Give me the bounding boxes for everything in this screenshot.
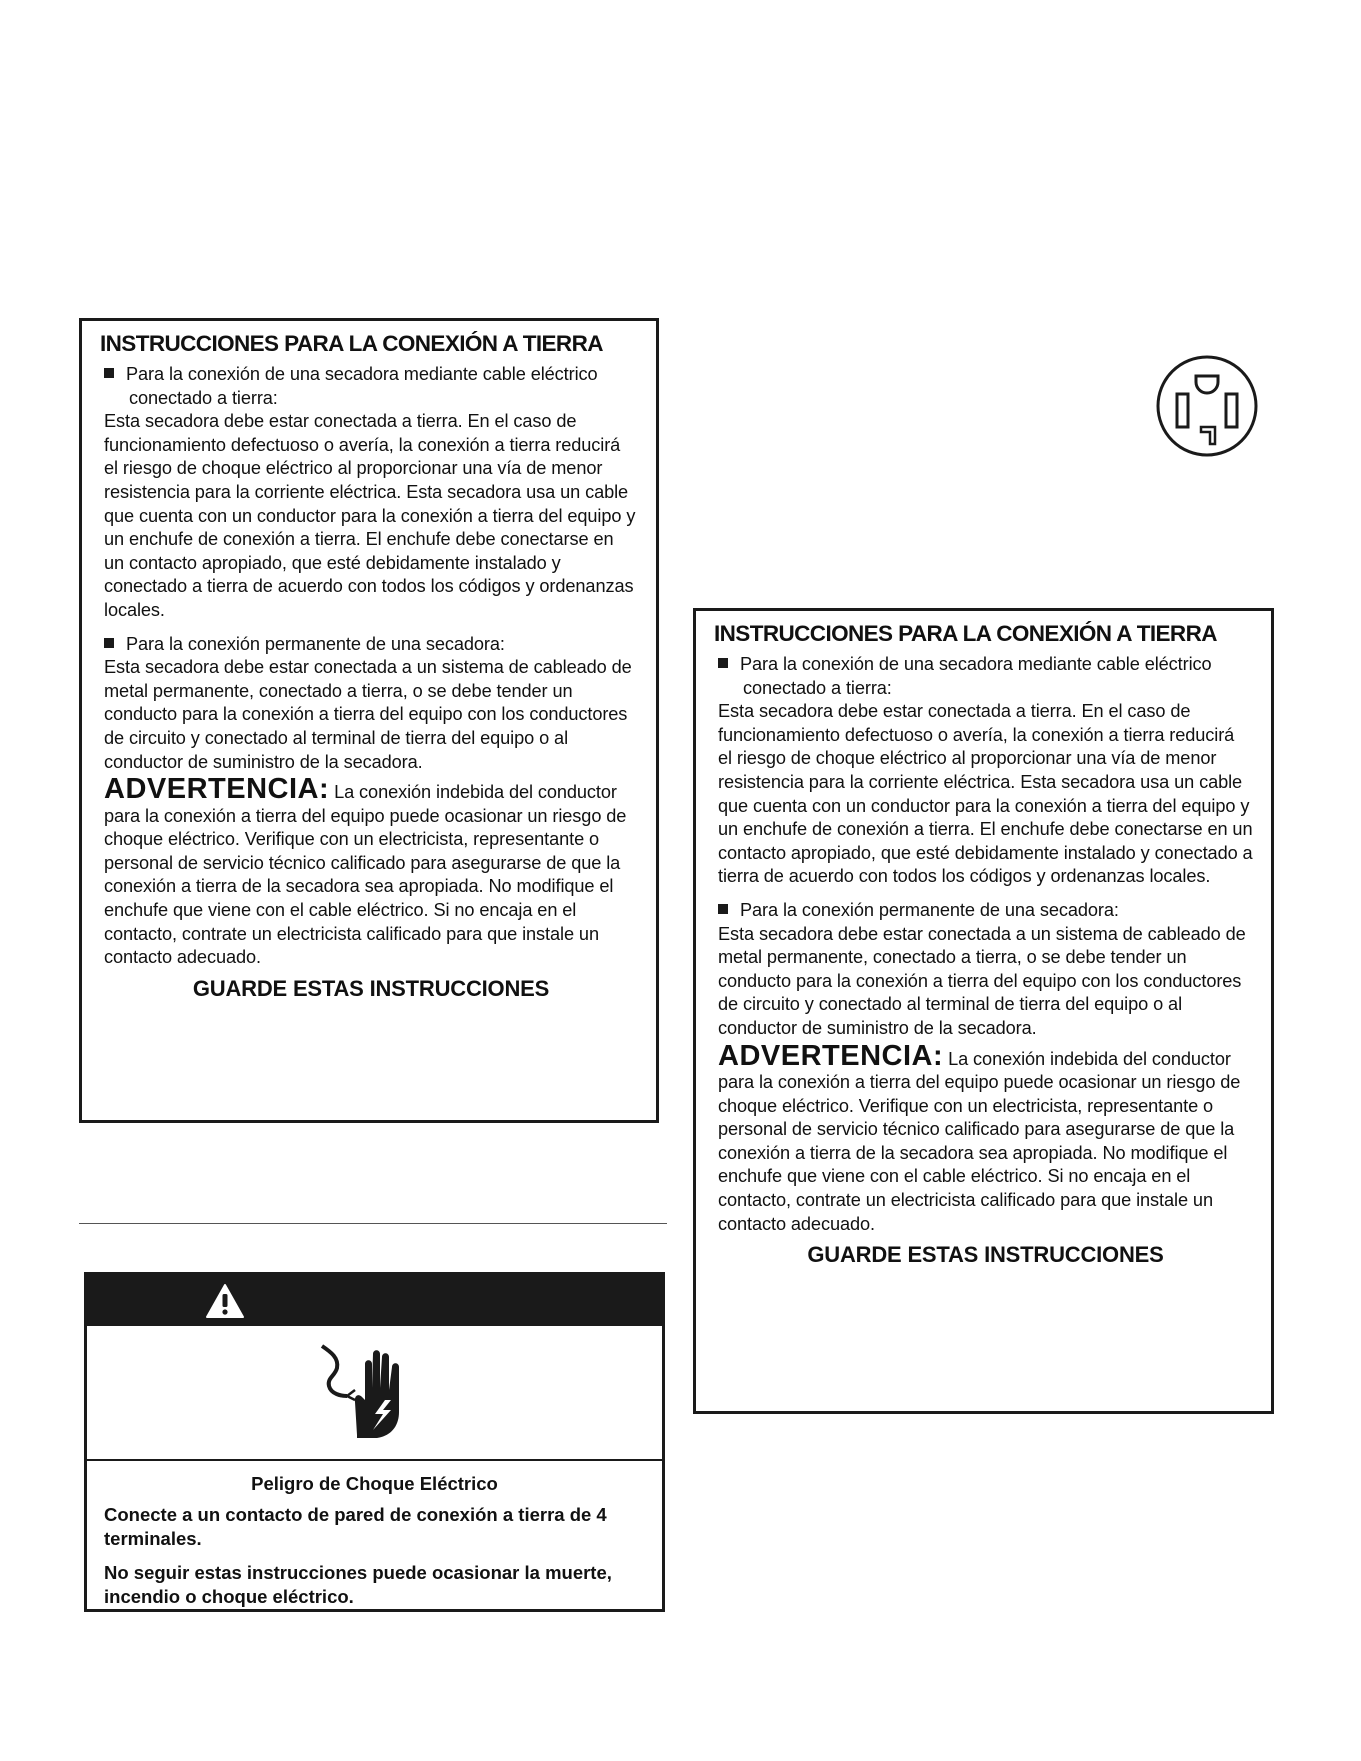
bullet-square-icon	[718, 904, 728, 914]
consequence-warning: No seguir estas instrucciones puede ocasionar la muerte, incendio o choque eléctrico.	[104, 1562, 612, 1607]
grounding-title: INSTRUCCIONES PARA LA CONEXIÓN A TIERRA	[100, 331, 603, 356]
bullet-square-icon	[718, 658, 728, 668]
save-instructions: GUARDE ESTAS INSTRUCCIONES	[807, 1242, 1164, 1268]
connect-instruction: Conecte a un contacto de pared de conexión a tierra de 4 terminales.	[104, 1504, 607, 1549]
shock-hazard-caption: Peligro de Choque Eléctrico	[251, 1473, 498, 1494]
warning-word: ADVERTENCIA:	[718, 1039, 944, 1072]
electric-shock-warning-box	[84, 1272, 665, 1612]
cord-connected-text: Esta secadora debe estar conectada a tierra. En el caso de funcionamiento defectuoso o avería, la conexión a tierra reducirá el riesgo de choque eléctrico al proporcionar una vía de menor resistencia para la corriente eléctrica. Esta secadora usa un cable que cuenta con un conductor para la conexión a tierra del equipo y un enchufe de conexión a tierra. El enchufe debe conectarse en un contacto apropiado, que esté debidamente instalado y conectado a tierra de acuerdo con todos los códigos y ordenanzas locales.	[104, 411, 636, 620]
grounding-instructions-box-left	[79, 318, 659, 1123]
permanent-text: Esta secadora debe estar conectada a un sistema de cableado de metal permanente, conectado a tierra, o se debe tender un conducto para la conexión a tierra del equipo con los conductores de circuito y conectado al terminal de tierra del equipo o al conductor de suministro de la secadora.	[718, 923, 1246, 1038]
warning-paragraph: ADVERTENCIA: La conexión indebida del conductor para la conexión a tierra del equipo puede ocasionar un riesgo de choque eléctrico. Verifique con un electricista, representante o personal de servicio técnico calificado para asegurarse de que la conexión a tierra de la secadora sea apropiada. No modifique el enchufe que viene con el cable eléctrico. Si no encaja en el contacto, contrate un electricista calificado para que instale un contacto adecuado.	[104, 773, 627, 968]
save-instructions: GUARDE ESTAS INSTRUCCIONES	[192, 975, 550, 1001]
warning-header-band	[87, 1275, 662, 1326]
permanent-text: Esta secadora debe estar conectada a un sistema de cableado de metal permanente, conectado a tierra, o se debe tender un conducto para la conexión a tierra del equipo con los conductores de circuito y conectado al terminal de tierra del equipo o al conductor de suministro de la secadora.	[104, 657, 632, 772]
bullet-permanent: Para la conexión permanente de una secadora:	[718, 899, 1253, 923]
grounding-title: INSTRUCCIONES PARA LA CONEXIÓN A TIERRA	[714, 621, 1217, 646]
cord-connected-text: Esta secadora debe estar conectada a tierra. En el caso de funcionamiento defectuoso o avería, la conexión a tierra reducirá el riesgo de choque eléctrico al proporcionar una vía de menor resistencia para la corriente eléctrica. Esta secadora usa un cable que cuenta con un conductor para la conexión a tierra del equipo y un enchufe de conexión a tierra. El enchufe debe conectarse en un contacto apropiado, que esté debidamente instalado y conectado a tierra de acuerdo con todos los códigos y ordenanzas locales.	[718, 701, 1253, 887]
warning-word: ADVERTENCIA:	[104, 773, 330, 806]
bullet-square-icon	[104, 638, 114, 648]
electric-shock-hand-icon	[317, 1340, 417, 1450]
bullet-cord-connected: Para la conexión de una secadora mediante cable eléctrico conectado a tierra:	[718, 653, 1253, 700]
shock-icon-area	[87, 1326, 662, 1461]
warning-paragraph: ADVERTENCIA: La conexión indebida del conductor para la conexión a tierra del equipo puede ocasionar un riesgo de choque eléctrico. Verifique con un electricista, representante o personal de servicio técnico calificado para asegurarse de que la conexión a tierra de la secadora sea apropiada. No modifique el enchufe que viene con el cable eléctrico. Si no encaja en el contacto, contrate un electricista calificado para que instale un contacto adecuado.	[718, 1039, 1241, 1234]
bullet-permanent: Para la conexión permanente de una secadora:	[104, 633, 638, 657]
section-divider	[79, 1223, 667, 1224]
bullet-cord-connected: Para la conexión de una secadora mediante cable eléctrico conectado a tierra:	[104, 363, 638, 410]
grounding-instructions-box-right	[693, 608, 1274, 1414]
four-prong-outlet-icon	[1155, 354, 1259, 458]
bullet-square-icon	[104, 368, 114, 378]
warning-triangle-icon	[205, 1283, 245, 1319]
